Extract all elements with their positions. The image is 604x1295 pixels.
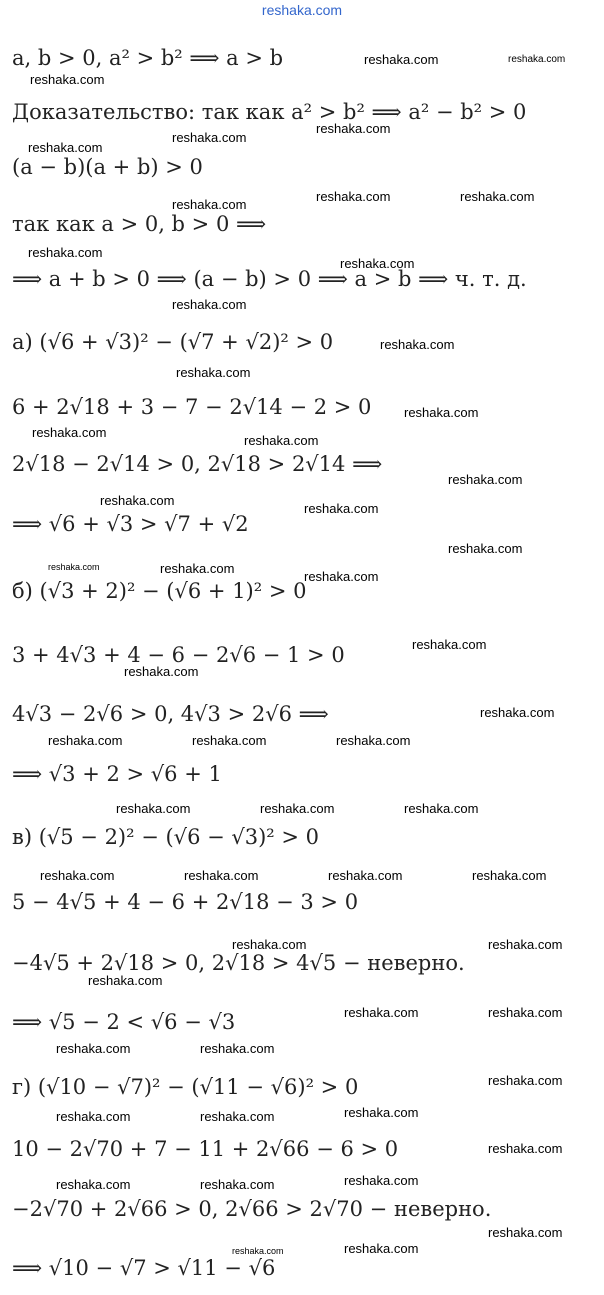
math-line-8: 2√18 − 2√14 > 0, 2√18 > 2√14 ⟹: [12, 452, 383, 476]
watermark: reshaka.com: [232, 1246, 284, 1256]
watermark: reshaka.com: [488, 1141, 563, 1156]
math-line-12: 4√3 − 2√6 > 0, 4√3 > 2√6 ⟹: [12, 702, 329, 726]
watermark: reshaka.com: [304, 569, 379, 584]
watermark: reshaka.com: [200, 1177, 275, 1192]
math-line-4: так как a > 0, b > 0 ⟹: [12, 212, 267, 236]
watermark: reshaka.com: [316, 189, 391, 204]
watermark: reshaka.com: [28, 245, 103, 260]
watermark: reshaka.com: [448, 541, 523, 556]
math-line-18: г) (√10 − √7)² − (√11 − √6)² > 0: [12, 1075, 359, 1099]
watermark: reshaka.com: [304, 501, 379, 516]
watermark: reshaka.com: [100, 493, 175, 508]
watermark: reshaka.com: [56, 1177, 131, 1192]
math-line-11: 3 + 4√3 + 4 − 6 − 2√6 − 1 > 0: [12, 643, 345, 667]
watermark: reshaka.com: [172, 297, 247, 312]
watermark: reshaka.com: [340, 256, 415, 271]
watermark: reshaka.com: [56, 1041, 131, 1056]
watermark: reshaka.com: [380, 337, 455, 352]
math-line-3: (a − b)(a + b) > 0: [12, 155, 203, 179]
watermark: reshaka.com: [48, 562, 100, 572]
watermark: reshaka.com: [488, 1225, 563, 1240]
watermark: reshaka.com: [30, 72, 105, 87]
watermark: reshaka.com: [28, 140, 103, 155]
watermark: reshaka.com: [460, 189, 535, 204]
watermark: reshaka.com: [244, 433, 319, 448]
watermark: reshaka.com: [316, 121, 391, 136]
watermark: reshaka.com: [200, 1109, 275, 1124]
watermark: reshaka.com: [472, 868, 547, 883]
math-line-6: а) (√6 + √3)² − (√7 + √2)² > 0: [12, 330, 334, 354]
watermark: reshaka.com: [448, 472, 523, 487]
watermark: reshaka.com: [200, 1041, 275, 1056]
math-line-13: ⟹ √3 + 2 > √6 + 1: [12, 762, 222, 786]
math-line-16: −4√5 + 2√18 > 0, 2√18 > 4√5 − неверно.: [12, 951, 465, 975]
watermark: reshaka.com: [480, 705, 555, 720]
math-line-2: Доказательство: так как a² > b² ⟹ a² − b² > 0: [12, 100, 527, 124]
watermark: reshaka.com: [488, 1005, 563, 1020]
watermark: reshaka.com: [404, 801, 479, 816]
watermark: reshaka.com: [88, 973, 163, 988]
watermark: reshaka.com: [412, 637, 487, 652]
watermark: reshaka.com: [344, 1105, 419, 1120]
math-line-19: 10 − 2√70 + 7 − 11 + 2√66 − 6 > 0: [12, 1137, 399, 1161]
watermark: reshaka.com: [124, 664, 199, 679]
watermark: reshaka.com: [172, 130, 247, 145]
watermark: reshaka.com: [232, 937, 307, 952]
math-line-1: a, b > 0, a² > b² ⟹ a > b: [12, 46, 284, 70]
watermark: reshaka.com: [344, 1005, 419, 1020]
watermark: reshaka.com: [344, 1241, 419, 1256]
watermark: reshaka.com: [344, 1173, 419, 1188]
math-line-20: −2√70 + 2√66 > 0, 2√66 > 2√70 − неверно.: [12, 1197, 492, 1221]
watermark: reshaka.com: [56, 1109, 131, 1124]
watermark: reshaka.com: [488, 1073, 563, 1088]
watermark: reshaka.com: [172, 197, 247, 212]
watermark: reshaka.com: [40, 868, 115, 883]
watermark: reshaka.com: [192, 733, 267, 748]
watermark: reshaka.com: [488, 937, 563, 952]
watermark: reshaka.com: [364, 52, 439, 67]
math-line-7: 6 + 2√18 + 3 − 7 − 2√14 − 2 > 0: [12, 395, 372, 419]
watermark: reshaka.com: [32, 425, 107, 440]
watermark: reshaka.com: [160, 561, 235, 576]
watermark: reshaka.com: [404, 405, 479, 420]
math-line-17: ⟹ √5 − 2 < √6 − √3: [12, 1010, 236, 1034]
math-line-5: ⟹ a + b > 0 ⟹ (a − b) > 0 ⟹ a > b ⟹ ч. т. д.: [12, 267, 527, 291]
math-line-9: ⟹ √6 + √3 > √7 + √2: [12, 512, 249, 536]
math-line-15: 5 − 4√5 + 4 − 6 + 2√18 − 3 > 0: [12, 890, 359, 914]
watermark: reshaka.com: [260, 801, 335, 816]
math-line-14: в) (√5 − 2)² − (√6 − √3)² > 0: [12, 825, 320, 849]
math-line-21: ⟹ √10 − √7 > √11 − √6: [12, 1256, 276, 1280]
watermark: reshaka.com: [328, 868, 403, 883]
watermark: reshaka.com: [508, 54, 566, 65]
watermark: reshaka.com: [116, 801, 191, 816]
watermark: reshaka.com: [336, 733, 411, 748]
math-line-10: б) (√3 + 2)² − (√6 + 1)² > 0: [12, 579, 307, 603]
watermark: reshaka.com: [48, 733, 123, 748]
watermark: reshaka.com: [176, 365, 251, 380]
watermark: reshaka.com: [184, 868, 259, 883]
site-header[interactable]: reshaka.com: [261, 2, 343, 18]
